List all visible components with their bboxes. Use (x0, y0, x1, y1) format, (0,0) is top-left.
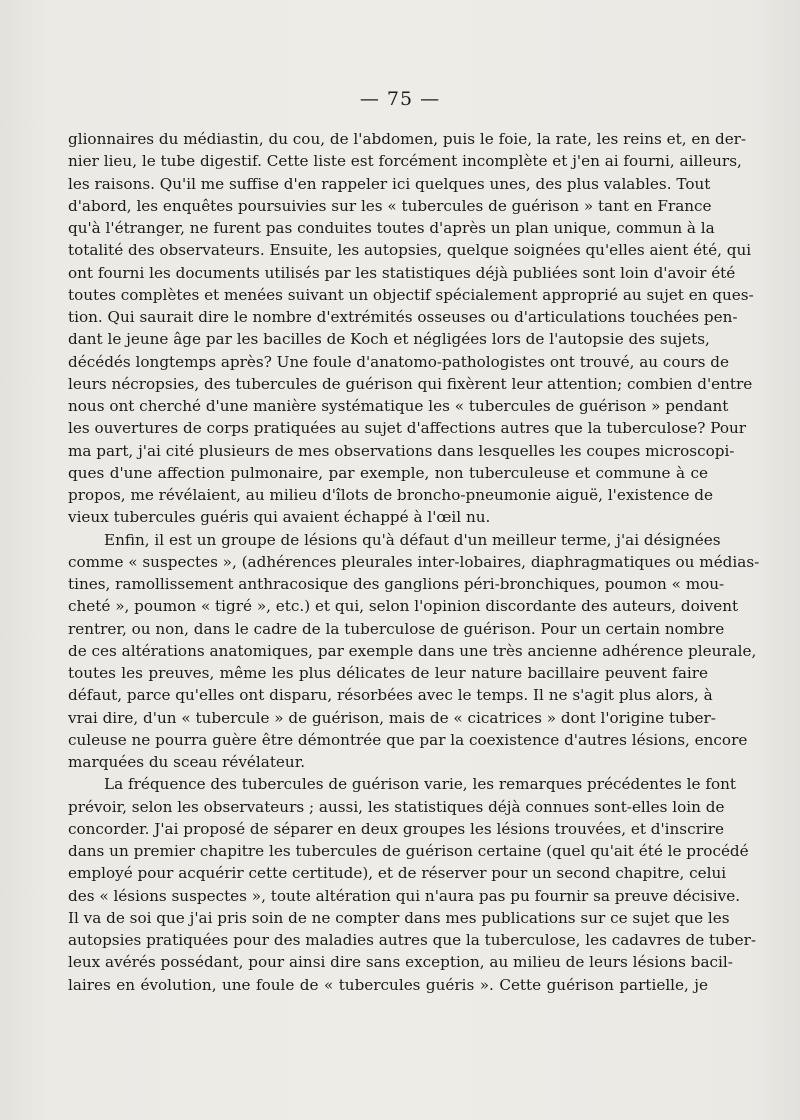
text-line: des « lésions suspectes », toute altération qui n'aura pas pu fournir sa preuve décisive. (68, 886, 741, 905)
text-line: de ces altérations anatomiques, par exemple dans une très ancienne adhérence pleurale, (68, 641, 757, 660)
text-line: comme « suspectes », (adhérences pleurales inter-lobaires, diaphragmatiques ou médias- (68, 552, 760, 571)
text-line: Enfin, il est un groupe de lésions qu'à défaut d'un meilleur terme, j'ai désignées (104, 530, 721, 549)
text-line: cheté », poumon « tigré », etc.) et qui, selon l'opinion discordante des auteurs, doivent (68, 597, 739, 616)
text-line: concorder. J'ai proposé de séparer en deux groupes les lésions trouvées, et d'inscrire (68, 819, 724, 838)
text-line: glionnaires du médiastin, du cou, de l'abdomen, puis le foie, la rate, les reins et, en der- (68, 130, 747, 148)
page-number: — 75 — (359, 88, 441, 110)
text-line: tion. Qui saurait dire le nombre d'extrémités osseuses ou d'articulations touchées pen- (68, 308, 738, 326)
text-line: marquées du sceau révélateur. (68, 753, 306, 771)
text-line: ma part, j'ai cité plusieurs de mes observations dans lesquelles les coupes microscopi- (68, 441, 735, 460)
text-line: totalité des observateurs. Ensuite, les autopsies, quelque soignées qu'elles aient été, qui (68, 241, 752, 260)
text-line: autopsies pratiquées pour des maladies autres que la tuberculose, les cadavres de tuber- (68, 931, 757, 949)
text-line: nier lieu, le tube digestif. Cette liste est forcément incomplète et j'en ai fourni, ailleurs, (68, 152, 742, 171)
text-line: laires en évolution, une foule de « tubercules guéris ». Cette guérison partielle, je (68, 975, 708, 994)
text-line: leux avérés possédant, pour ainsi dire sans exception, au milieu de leurs lésions bacil- (68, 953, 733, 972)
paragraph-1 (68, 128, 754, 529)
text-line: dans un premier chapitre les tubercules de guérison certaine (quel qu'ait été le procédé (68, 842, 749, 860)
body-text (68, 128, 760, 996)
text-line: d'abord, les enquêtes poursuivies sur les « tubercules de guérison » tant en France (68, 196, 712, 215)
text-line: défaut, parce qu'elles ont disparu, résorbées avec le temps. Il ne s'agit plus alors, à (68, 686, 713, 705)
text-line: tines, ramollissement anthracosique des ganglions péri-bronchiques, poumon « mou- (68, 575, 725, 593)
text-line: prévoir, selon les observateurs ; aussi, les statistiques déjà connues sont-elles loin de (68, 797, 725, 816)
text-line: propos, me révélaient, au milieu d'îlots de broncho-pneumonie aiguë, l'existence de (68, 486, 713, 504)
text-line: toutes complètes et menées suivant un objectif spécialement approprié au sujet en ques- (68, 285, 754, 304)
text-line: dant le jeune âge par les bacilles de Koch et négligées lors de l'autopsie des sujets, (68, 330, 710, 349)
text-line: qu'à l'étranger, ne furent pas conduites toutes d'après un plan unique, commun à la (68, 219, 715, 237)
text-line: Il va de soi que j'ai pris soin de ne compter dans mes publications sur ce sujet que les (68, 908, 730, 927)
text-line: employé pour acquérir cette certitude), et de réserver pour un second chapitre, celui (68, 864, 727, 883)
text-line: toutes les preuves, même les plus délicates de leur nature bacillaire peuvent faire (68, 664, 708, 682)
paragraph-3 (68, 773, 757, 996)
text-line: leurs nécropsies, des tubercules de guérison qui fixèrent leur attention; combien d'entre (68, 374, 753, 393)
text-line: rentrer, ou non, dans le cadre de la tuberculose de guérison. Pour un certain nombre (68, 619, 725, 638)
text-line: ques d'une affection pulmonaire, par exemple, non tuberculeuse et commune à ce (68, 463, 708, 482)
text-line: vieux tubercules guéris qui avaient échappé à l'œil nu. (68, 508, 491, 527)
text-line: les raisons. Qu'il me suffise d'en rappeler ici quelques unes, des plus valables. Tout (68, 174, 711, 193)
text-line: vrai dire, d'un « tubercule » de guérison, mais de « cicatrices » dont l'origine tuber- (68, 708, 716, 727)
text-line: La fréquence des tubercules de guérison varie, les remarques précédentes le font (104, 775, 736, 794)
text-line: les ouvertures de corps pratiquées au sujet d'affections autres que la tuberculose? Pour (68, 419, 747, 438)
text-line: nous ont cherché d'une manière systématique les « tubercules de guérison » pendant (68, 397, 729, 415)
text-line: ont fourni les documents utilisés par les statistiques déjà publiées sont loin d'avoir été (68, 263, 736, 282)
paragraph-2 (68, 529, 760, 774)
text-line: culeuse ne pourra guère être démontrée que par la coexistence d'autres lésions, encore (68, 730, 748, 749)
text-line: décédés longtemps après? Une foule d'anatomo-pathologistes ont trouvé, au cours de (68, 352, 729, 371)
